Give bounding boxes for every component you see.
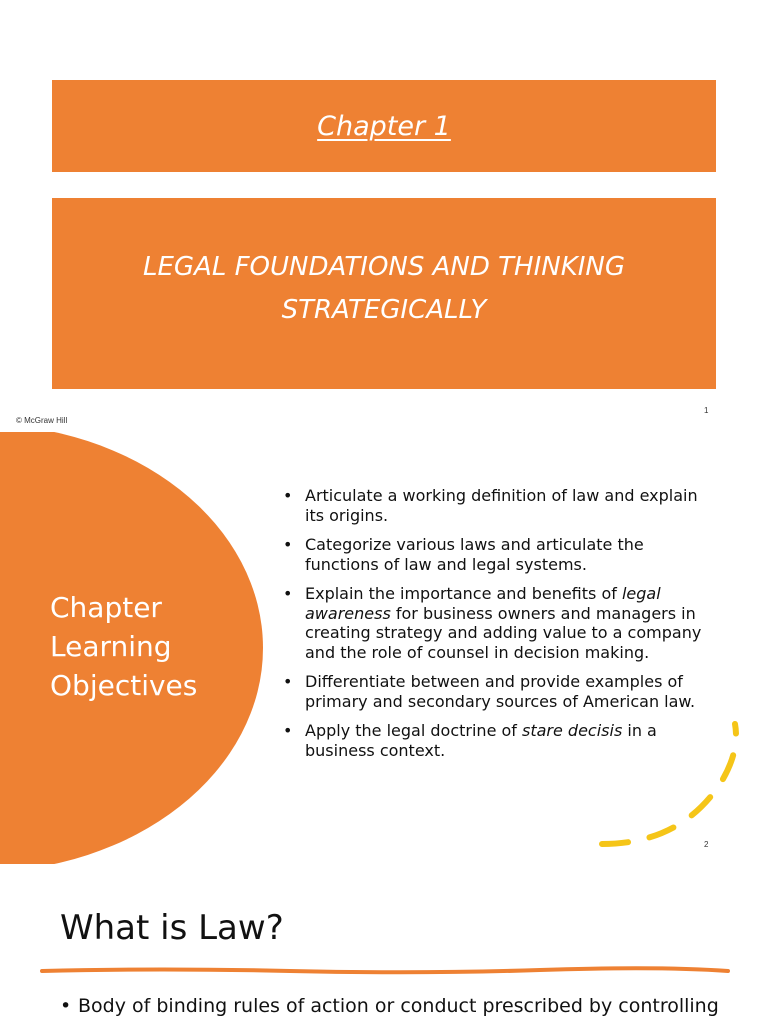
slide-objectives (0, 432, 768, 864)
page-number: 1 (704, 406, 709, 415)
slide-title (0, 0, 768, 432)
objective-item: • Apply the legal doctrine of stare decisis in a business context. (283, 721, 713, 760)
objective-item: • Explain the importance and benefits of legal awareness for business owners and managers in creating strategy and adding value to a company and the role of counsel in decision making. (283, 584, 713, 662)
chapter-subtitle: LEGAL FOUNDATIONS AND THINKING STRATEGICALLY (142, 251, 626, 325)
orange-underline-rule (40, 966, 730, 976)
page-number: 2 (704, 840, 709, 849)
objectives-title-line: Objectives (50, 669, 198, 702)
slide-what-is-law (0, 864, 768, 1024)
chapter-title: Chapter 1 (317, 110, 451, 142)
slide-title-what-is-law: What is Law? (60, 908, 284, 948)
chapter-banner (52, 80, 716, 172)
objective-item: • Categorize various laws and articulate the functions of law and legal systems. (283, 535, 713, 574)
copyright-notice: © McGraw Hill (16, 416, 68, 425)
decorative-dashed-curve (590, 712, 750, 862)
objectives-title-line: Learning (50, 630, 172, 663)
subtitle-banner (52, 198, 716, 389)
law-definition-bullet: • Body of binding rules of action or conduct prescribed by controlling (60, 992, 738, 1020)
objectives-title-line: Chapter (50, 591, 162, 624)
objective-item: • Differentiate between and provide examples of primary and secondary sources of American law. (283, 672, 713, 711)
objective-item: • Articulate a working definition of law and explain its origins. (283, 486, 713, 525)
objectives-title (50, 588, 197, 705)
